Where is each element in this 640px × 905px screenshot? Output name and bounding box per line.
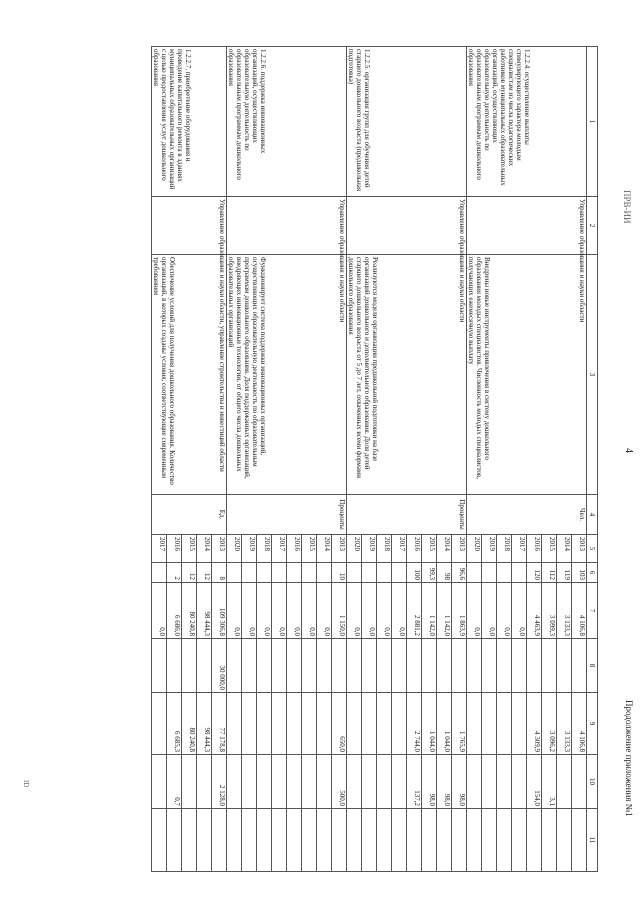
value-cell-c6: 119 [557,563,572,583]
value-cell-c9: 650,0 [332,693,347,755]
year-cell: 2018 [377,535,392,563]
value-cell-c6 [392,563,407,583]
value-cell-c7: 0,0 [482,583,497,639]
table-row [452,47,467,872]
value-cell-c7: 1 142,0 [437,583,452,639]
unit-cell: Проценты [347,495,467,535]
value-cell-c9 [497,693,512,755]
year-cell: 2014 [317,535,332,563]
value-cell-c7: 2 881,2 [407,583,422,639]
value-cell-c9: 3 096,2 [542,693,557,755]
value-cell-c7: 0,0 [257,583,272,639]
value-cell-c8 [332,639,347,693]
activity-cell: 1.2.2.7. приобретение оборудования и проведение капитального ремонта в зданиях муниципальных образовательных организаций с целью предоставления услуг дошкольного образования [152,47,227,197]
value-cell-c11 [332,809,347,872]
value-cell-c6 [497,563,512,583]
activity-cell: 1.2.2.6. поддержка инновационных организаций, осуществляющих образовательную деятельность по образовательным программам дошкольного образования [227,47,347,197]
value-cell-c11 [272,809,287,872]
value-cell-c6 [272,563,287,583]
value-cell-c10: 154,0 [527,755,542,809]
value-cell-c6: 99,3 [422,563,437,583]
value-cell-c8 [407,639,422,693]
value-cell-c6: 98 [437,563,452,583]
value-cell-c9 [482,693,497,755]
value-cell-c7: 0,0 [347,583,362,639]
year-cell: 2016 [167,535,182,563]
value-cell-c11 [227,809,242,872]
footer-mark: ID [22,780,30,788]
value-cell-c8 [152,639,167,693]
indicator-cell: Обеспечение условий для получения дошкольного образования. Количество организаций, в которых созданы условия, соответствующие современным требованиям [152,255,227,495]
unit-cell: Чел. [467,495,587,535]
value-cell-c8 [392,639,407,693]
value-cell-c11 [197,809,212,872]
value-cell-c8 [302,639,317,693]
value-cell-c6 [482,563,497,583]
value-cell-c8 [317,639,332,693]
value-cell-c10 [272,755,287,809]
margin-mark: ПРВ-ИИ [622,190,632,224]
column-number-5: 5 [587,535,598,563]
value-cell-c7: 4 106,8 [572,583,587,639]
value-cell-c9 [152,693,167,755]
value-cell-c9 [287,693,302,755]
column-number-4: 4 [587,495,598,535]
value-cell-c8 [497,639,512,693]
indicator-cell: Реализуются модели организации предшкольной подготовки на базе организаций дошкольного и дополнительного образования. Доля детей старшего дошкольного возраста от 5 до 7 лет, охваченных всеми формами дошкольного образования [347,255,467,495]
year-cell: 2020 [347,535,362,563]
value-cell-c11 [167,809,182,872]
executor-cell: Управление образования и науки области [467,197,587,255]
value-cell-c7: 0,0 [272,583,287,639]
value-cell-c11 [527,809,542,872]
value-cell-c7: 98 444,3 [197,583,212,639]
value-cell-c10 [347,755,362,809]
value-cell-c8 [287,639,302,693]
unit-cell: Ед. [152,495,227,535]
value-cell-c10 [227,755,242,809]
value-cell-c8 [257,639,272,693]
value-cell-c6 [377,563,392,583]
year-cell: 2017 [512,535,527,563]
year-cell: 2019 [242,535,257,563]
column-number-6: 6 [587,563,598,583]
value-cell-c7: 0,0 [362,583,377,639]
column-number-10: 10 [587,755,598,809]
page-number: 4 [623,448,634,453]
value-cell-c9 [347,693,362,755]
value-cell-c8 [422,639,437,693]
indicator-cell: Функционирует система поддержки инновационных организаций, осуществляющих образовательную деятельность по образовательным программам дошкольного образования. Доля поддержанных организаций, внедряющих инновационные технологии, от общего числа дошкольных образовательных организаций [227,255,347,495]
value-cell-c9 [302,693,317,755]
value-cell-c6 [227,563,242,583]
value-cell-c10 [467,755,482,809]
value-cell-c11 [497,809,512,872]
value-cell-c6: 2 [167,563,182,583]
table-row [572,47,587,872]
value-cell-c6: 8 [212,563,227,583]
value-cell-c6: 12 [182,563,197,583]
indicator-cell: Внедрены новые инструменты привлечения в систему дошкольного образования молодых специалистов. Численность молодых специалистов, получающих ежемесячную выплату [467,255,587,495]
value-cell-c7: 0,0 [377,583,392,639]
value-cell-c10 [302,755,317,809]
value-cell-c11 [377,809,392,872]
year-cell: 2018 [257,535,272,563]
value-cell-c10: 98,0 [422,755,437,809]
year-cell: 2013 [572,535,587,563]
value-cell-c10 [512,755,527,809]
value-cell-c8 [527,639,542,693]
column-number-2: 2 [587,197,598,255]
column-number-9: 9 [587,693,598,755]
value-cell-c11 [407,809,422,872]
value-cell-c10 [362,755,377,809]
value-cell-c10 [257,755,272,809]
executor-cell: Управление образования и науки области [347,197,467,255]
value-cell-c6 [512,563,527,583]
value-cell-c11 [302,809,317,872]
value-cell-c6: 112 [542,563,557,583]
year-cell: 2013 [212,535,227,563]
value-cell-c11 [152,809,167,872]
value-cell-c6: 100 [407,563,422,583]
year-cell: 2015 [422,535,437,563]
year-cell: 2016 [287,535,302,563]
year-cell: 2015 [182,535,197,563]
value-cell-c11 [572,809,587,872]
value-cell-c7: 4 463,9 [527,583,542,639]
value-cell-c7: 1 863,9 [452,583,467,639]
value-cell-c8 [362,639,377,693]
value-cell-c7: 0,0 [287,583,302,639]
value-cell-c7: 0,0 [227,583,242,639]
value-cell-c11 [212,809,227,872]
value-cell-c11 [257,809,272,872]
value-cell-c7: 80 240,8 [182,583,197,639]
value-cell-c7: 6 686,0 [167,583,182,639]
value-cell-c11 [392,809,407,872]
value-cell-c6: 10 [332,563,347,583]
value-cell-c10: 0,7 [167,755,182,809]
value-cell-c7: 0,0 [317,583,332,639]
year-cell: 2017 [272,535,287,563]
year-cell: 2015 [302,535,317,563]
value-cell-c9 [377,693,392,755]
year-cell: 2020 [467,535,482,563]
year-cell: 2013 [452,535,467,563]
value-cell-c8 [272,639,287,693]
value-cell-c9: 4 309,9 [527,693,542,755]
value-cell-c9: 4 106,8 [572,693,587,755]
table-row [332,47,347,872]
value-cell-c10 [497,755,512,809]
value-cell-c8: 30 000,0 [212,639,227,693]
year-cell: 2017 [152,535,167,563]
value-cell-c6 [347,563,362,583]
value-cell-c11 [452,809,467,872]
value-cell-c10 [317,755,332,809]
value-cell-c8 [377,639,392,693]
value-cell-c8 [242,639,257,693]
value-cell-c9 [362,693,377,755]
value-cell-c9: 3 133,3 [557,693,572,755]
value-cell-c7: 0,0 [302,583,317,639]
value-cell-c6 [152,563,167,583]
value-cell-c11 [317,809,332,872]
value-cell-c10 [377,755,392,809]
value-cell-c11 [512,809,527,872]
value-cell-c11 [347,809,362,872]
value-cell-c9: 2 744,0 [407,693,422,755]
value-cell-c10 [557,755,572,809]
value-cell-c6 [257,563,272,583]
value-cell-c9: 6 685,3 [167,693,182,755]
year-cell: 2016 [407,535,422,563]
value-cell-c9: 1 044,0 [437,693,452,755]
value-cell-c8 [347,639,362,693]
program-table [151,46,598,872]
value-cell-c10 [482,755,497,809]
column-number-3: 3 [587,255,598,495]
value-cell-c10: 3,1 [542,755,557,809]
value-cell-c6 [287,563,302,583]
value-cell-c11 [182,809,197,872]
value-cell-c6 [242,563,257,583]
value-cell-c9 [242,693,257,755]
value-cell-c11 [422,809,437,872]
value-cell-c6: 103 [572,563,587,583]
value-cell-c11 [467,809,482,872]
table-row [212,47,227,872]
value-cell-c6 [302,563,317,583]
value-cell-c7: 3 133,3 [557,583,572,639]
year-cell: 2019 [362,535,377,563]
value-cell-c8 [482,639,497,693]
year-cell: 2016 [527,535,542,563]
value-cell-c8 [197,639,212,693]
executor-cell: Управление образования и науки области, управление строительства и инвестиций области [152,197,227,255]
value-cell-c6 [362,563,377,583]
value-cell-c9 [467,693,482,755]
column-header-row [587,47,598,872]
column-number-1: 1 [587,47,598,197]
value-cell-c7: 0,0 [392,583,407,639]
value-cell-c7: 1 150,0 [332,583,347,639]
value-cell-c7: 0,0 [242,583,257,639]
value-cell-c10 [152,755,167,809]
value-cell-c7: 0,0 [152,583,167,639]
value-cell-c8 [182,639,197,693]
value-cell-c8 [572,639,587,693]
value-cell-c9 [227,693,242,755]
year-cell: 2013 [332,535,347,563]
value-cell-c7: 0,0 [512,583,527,639]
value-cell-c11 [437,809,452,872]
year-cell: 2019 [482,535,497,563]
value-cell-c8 [437,639,452,693]
value-cell-c9 [257,693,272,755]
value-cell-c11 [542,809,557,872]
value-cell-c8 [467,639,482,693]
value-cell-c11 [287,809,302,872]
executor-cell: Управление образования и науки области [227,197,347,255]
value-cell-c9 [512,693,527,755]
value-cell-c7: 0,0 [497,583,512,639]
unit-cell: Проценты [227,495,347,535]
year-cell: 2014 [197,535,212,563]
value-cell-c9: 98 444,3 [197,693,212,755]
value-cell-c8 [227,639,242,693]
continuation-note: Продолжение приложения №1 [624,700,634,817]
value-cell-c8 [167,639,182,693]
value-cell-c10: 2 128,0 [212,755,227,809]
value-cell-c10: 98,0 [437,755,452,809]
activity-cell: 1.2.2.5. организация групп для обучения детей старшего дошкольного возраста (предшкольная подготовка) [347,47,467,197]
value-cell-c8 [557,639,572,693]
value-cell-c10 [182,755,197,809]
value-cell-c9 [392,693,407,755]
value-cell-c9 [272,693,287,755]
value-cell-c11 [362,809,377,872]
value-cell-c10 [197,755,212,809]
value-cell-c8 [542,639,557,693]
value-cell-c8 [512,639,527,693]
value-cell-c10 [242,755,257,809]
value-cell-c6 [467,563,482,583]
year-cell: 2014 [557,535,572,563]
value-cell-c10 [392,755,407,809]
value-cell-c6: 12 [197,563,212,583]
column-number-8: 8 [587,639,598,693]
value-cell-c10: 98,0 [452,755,467,809]
value-cell-c11 [242,809,257,872]
value-cell-c9: 77 178,8 [212,693,227,755]
year-cell: 2018 [497,535,512,563]
value-cell-c7: 109 306,8 [212,583,227,639]
activity-cell: 1.2.2.4. осуществление выплаты стимулирующего характера молодым специалистам из числа педагогических работников муниципальных образовательных организаций, осуществляющих образовательную деятельность по образовательным программам дошкольного образования [467,47,587,197]
value-cell-c9: 80 240,8 [182,693,197,755]
value-cell-c9: 1 765,9 [452,693,467,755]
value-cell-c11 [557,809,572,872]
value-cell-c11 [482,809,497,872]
value-cell-c7: 1 142,0 [422,583,437,639]
value-cell-c10: 500,0 [332,755,347,809]
value-cell-c6: 96,6 [452,563,467,583]
value-cell-c10: 137,2 [407,755,422,809]
value-cell-c8 [452,639,467,693]
value-cell-c6 [317,563,332,583]
column-number-7: 7 [587,583,598,639]
value-cell-c6: 120 [527,563,542,583]
value-cell-c9 [317,693,332,755]
year-cell: 2020 [227,535,242,563]
year-cell: 2015 [542,535,557,563]
table-body [152,47,587,872]
value-cell-c9: 1 044,0 [422,693,437,755]
value-cell-c7: 0,0 [467,583,482,639]
year-cell: 2014 [437,535,452,563]
column-number-11: 11 [587,809,598,872]
value-cell-c10 [572,755,587,809]
value-cell-c7: 3 099,3 [542,583,557,639]
year-cell: 2017 [392,535,407,563]
value-cell-c10 [287,755,302,809]
